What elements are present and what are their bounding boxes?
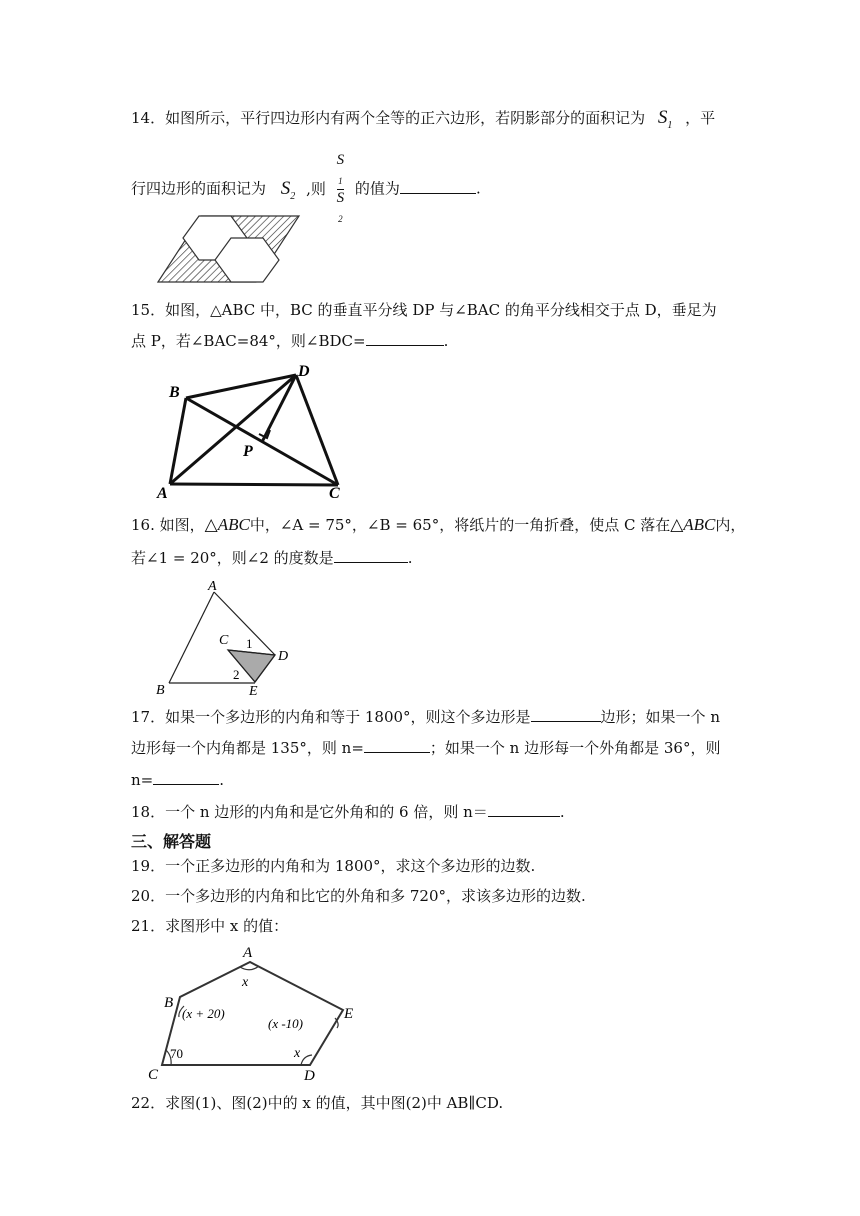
q17-line2: [131, 738, 720, 758]
label-A: A: [243, 945, 253, 961]
q14-s2: $S_2$: [280, 177, 296, 202]
label-D: D: [304, 1068, 315, 1084]
q15-figure: [155, 360, 355, 500]
q16-line2: [131, 548, 412, 568]
answer-blank[interactable]: [366, 331, 444, 346]
q18-text: 一个 n 边形的内角和是它外角和的 6 倍，则 n＝: [165, 803, 488, 821]
label-B: B: [164, 995, 174, 1011]
q14-figure: [150, 208, 310, 288]
q16-triangle: △ABC: [204, 515, 250, 534]
q16-figure: [150, 578, 300, 698]
q18-text: .: [559, 803, 565, 821]
q20-text: 一个多边形的内角和比它的外角和多 720°，求该多边形的边数.: [165, 887, 586, 905]
q15-text: 点 P，若∠BAC=84°，则∠BDC=: [131, 332, 366, 350]
q14-s1: $S_1$: [657, 107, 673, 131]
label-xB: (x + 20): [182, 1006, 225, 1021]
label-D: D: [298, 363, 310, 380]
answer-blank[interactable]: [334, 548, 408, 563]
q18-number: 18．: [131, 803, 166, 821]
q14-number: 14．: [131, 109, 166, 127]
answer-blank[interactable]: [488, 802, 560, 817]
answer-blank[interactable]: [531, 707, 601, 722]
label-xD: x: [294, 1046, 301, 1061]
q15-line2: [131, 331, 448, 351]
q16-text: 中，∠A = 75°，∠B = 65°，将纸片的一角折叠，使点 C 落在: [249, 516, 671, 534]
label-A: A: [208, 579, 217, 594]
q14-fraction: S $_1$ S $_2$: [337, 152, 345, 227]
q18-line: [131, 802, 565, 822]
q22-text: 求图(1)、图(2)中的 x 的值，其中图(2)中 AB∥CD.: [165, 1094, 504, 1112]
q17-line1: [131, 707, 720, 727]
label-E: E: [249, 684, 258, 698]
q21-text: 求图形中 x 的值：: [165, 917, 289, 935]
q19-text: 一个正多边形的内角和为 1800°，求这个多边形的边数.: [165, 857, 536, 875]
q16-line1: [131, 515, 745, 535]
q15-text: .: [443, 332, 449, 350]
q20-number: 20．: [131, 887, 166, 905]
answer-blank[interactable]: [400, 179, 476, 194]
answer-blank[interactable]: [364, 738, 430, 753]
q19-number: 19．: [131, 857, 166, 875]
q22-line: [131, 1093, 503, 1113]
q17-line3: [131, 770, 224, 790]
label-B: B: [156, 683, 165, 698]
q17-text: n=: [131, 771, 154, 789]
q21-number: 21．: [131, 917, 166, 935]
q15-line1: [131, 300, 717, 320]
q14-line1: [131, 108, 715, 136]
q14-text: 的值为: [354, 179, 400, 198]
q22-number: 22．: [131, 1094, 166, 1112]
label-C: C: [148, 1067, 159, 1083]
q16-text: .: [407, 549, 413, 567]
q14-text: ，平: [685, 109, 716, 127]
q20-line: [131, 886, 586, 906]
q15-number: 15．: [131, 301, 166, 319]
label-mid: (x -10): [268, 1016, 304, 1031]
label-2: 2: [233, 667, 240, 682]
q21-line: [131, 916, 288, 936]
section-heading: 三、解答题: [131, 832, 212, 851]
q14-text: ,则: [306, 179, 326, 198]
label-B: B: [169, 384, 180, 401]
label-P: P: [243, 443, 253, 460]
q17-text: 边形；如果一个 n: [600, 708, 720, 726]
q21-figure: [140, 940, 370, 1085]
q17-text: 边形每一个内角都是 135°，则 n=: [131, 739, 364, 757]
q14-text: .: [475, 179, 481, 198]
q16-text: 如图，: [159, 516, 205, 534]
q14-text: 行四边形的面积记为: [131, 179, 267, 198]
q17-text: 如果一个多边形的内角和等于 1800°，则这个多边形是: [165, 708, 531, 726]
q17-text: .: [219, 771, 225, 789]
q16-text: 若∠1 = 20°，则∠2 的度数是: [131, 549, 334, 567]
q16-text: 内，: [715, 516, 746, 534]
label-C: C: [219, 633, 229, 648]
label-C: C: [329, 485, 340, 500]
q14-text: 如图所示，平行四边形内有两个全等的正六边形，若阴影部分的面积记为: [165, 109, 646, 127]
q16-triangle: △ABC: [670, 515, 716, 534]
q15-text: 如图，△ABC 中，BC 的垂直平分线 DP 与∠BAC 的角平分线相交于点 D，垂足为: [165, 301, 717, 319]
label-A: A: [157, 485, 168, 500]
label-E: E: [344, 1006, 354, 1022]
q17-text: ；如果一个 n 边形每一个外角都是 36°，则: [429, 739, 721, 757]
label-D: D: [278, 649, 289, 664]
q19-line: [131, 856, 535, 876]
label-1: 1: [246, 636, 253, 651]
label-xA: x: [242, 975, 249, 990]
q16-number: 16.: [131, 516, 160, 534]
q17-number: 17．: [131, 708, 166, 726]
answer-blank[interactable]: [153, 770, 219, 785]
label-70: 70: [170, 1046, 183, 1061]
